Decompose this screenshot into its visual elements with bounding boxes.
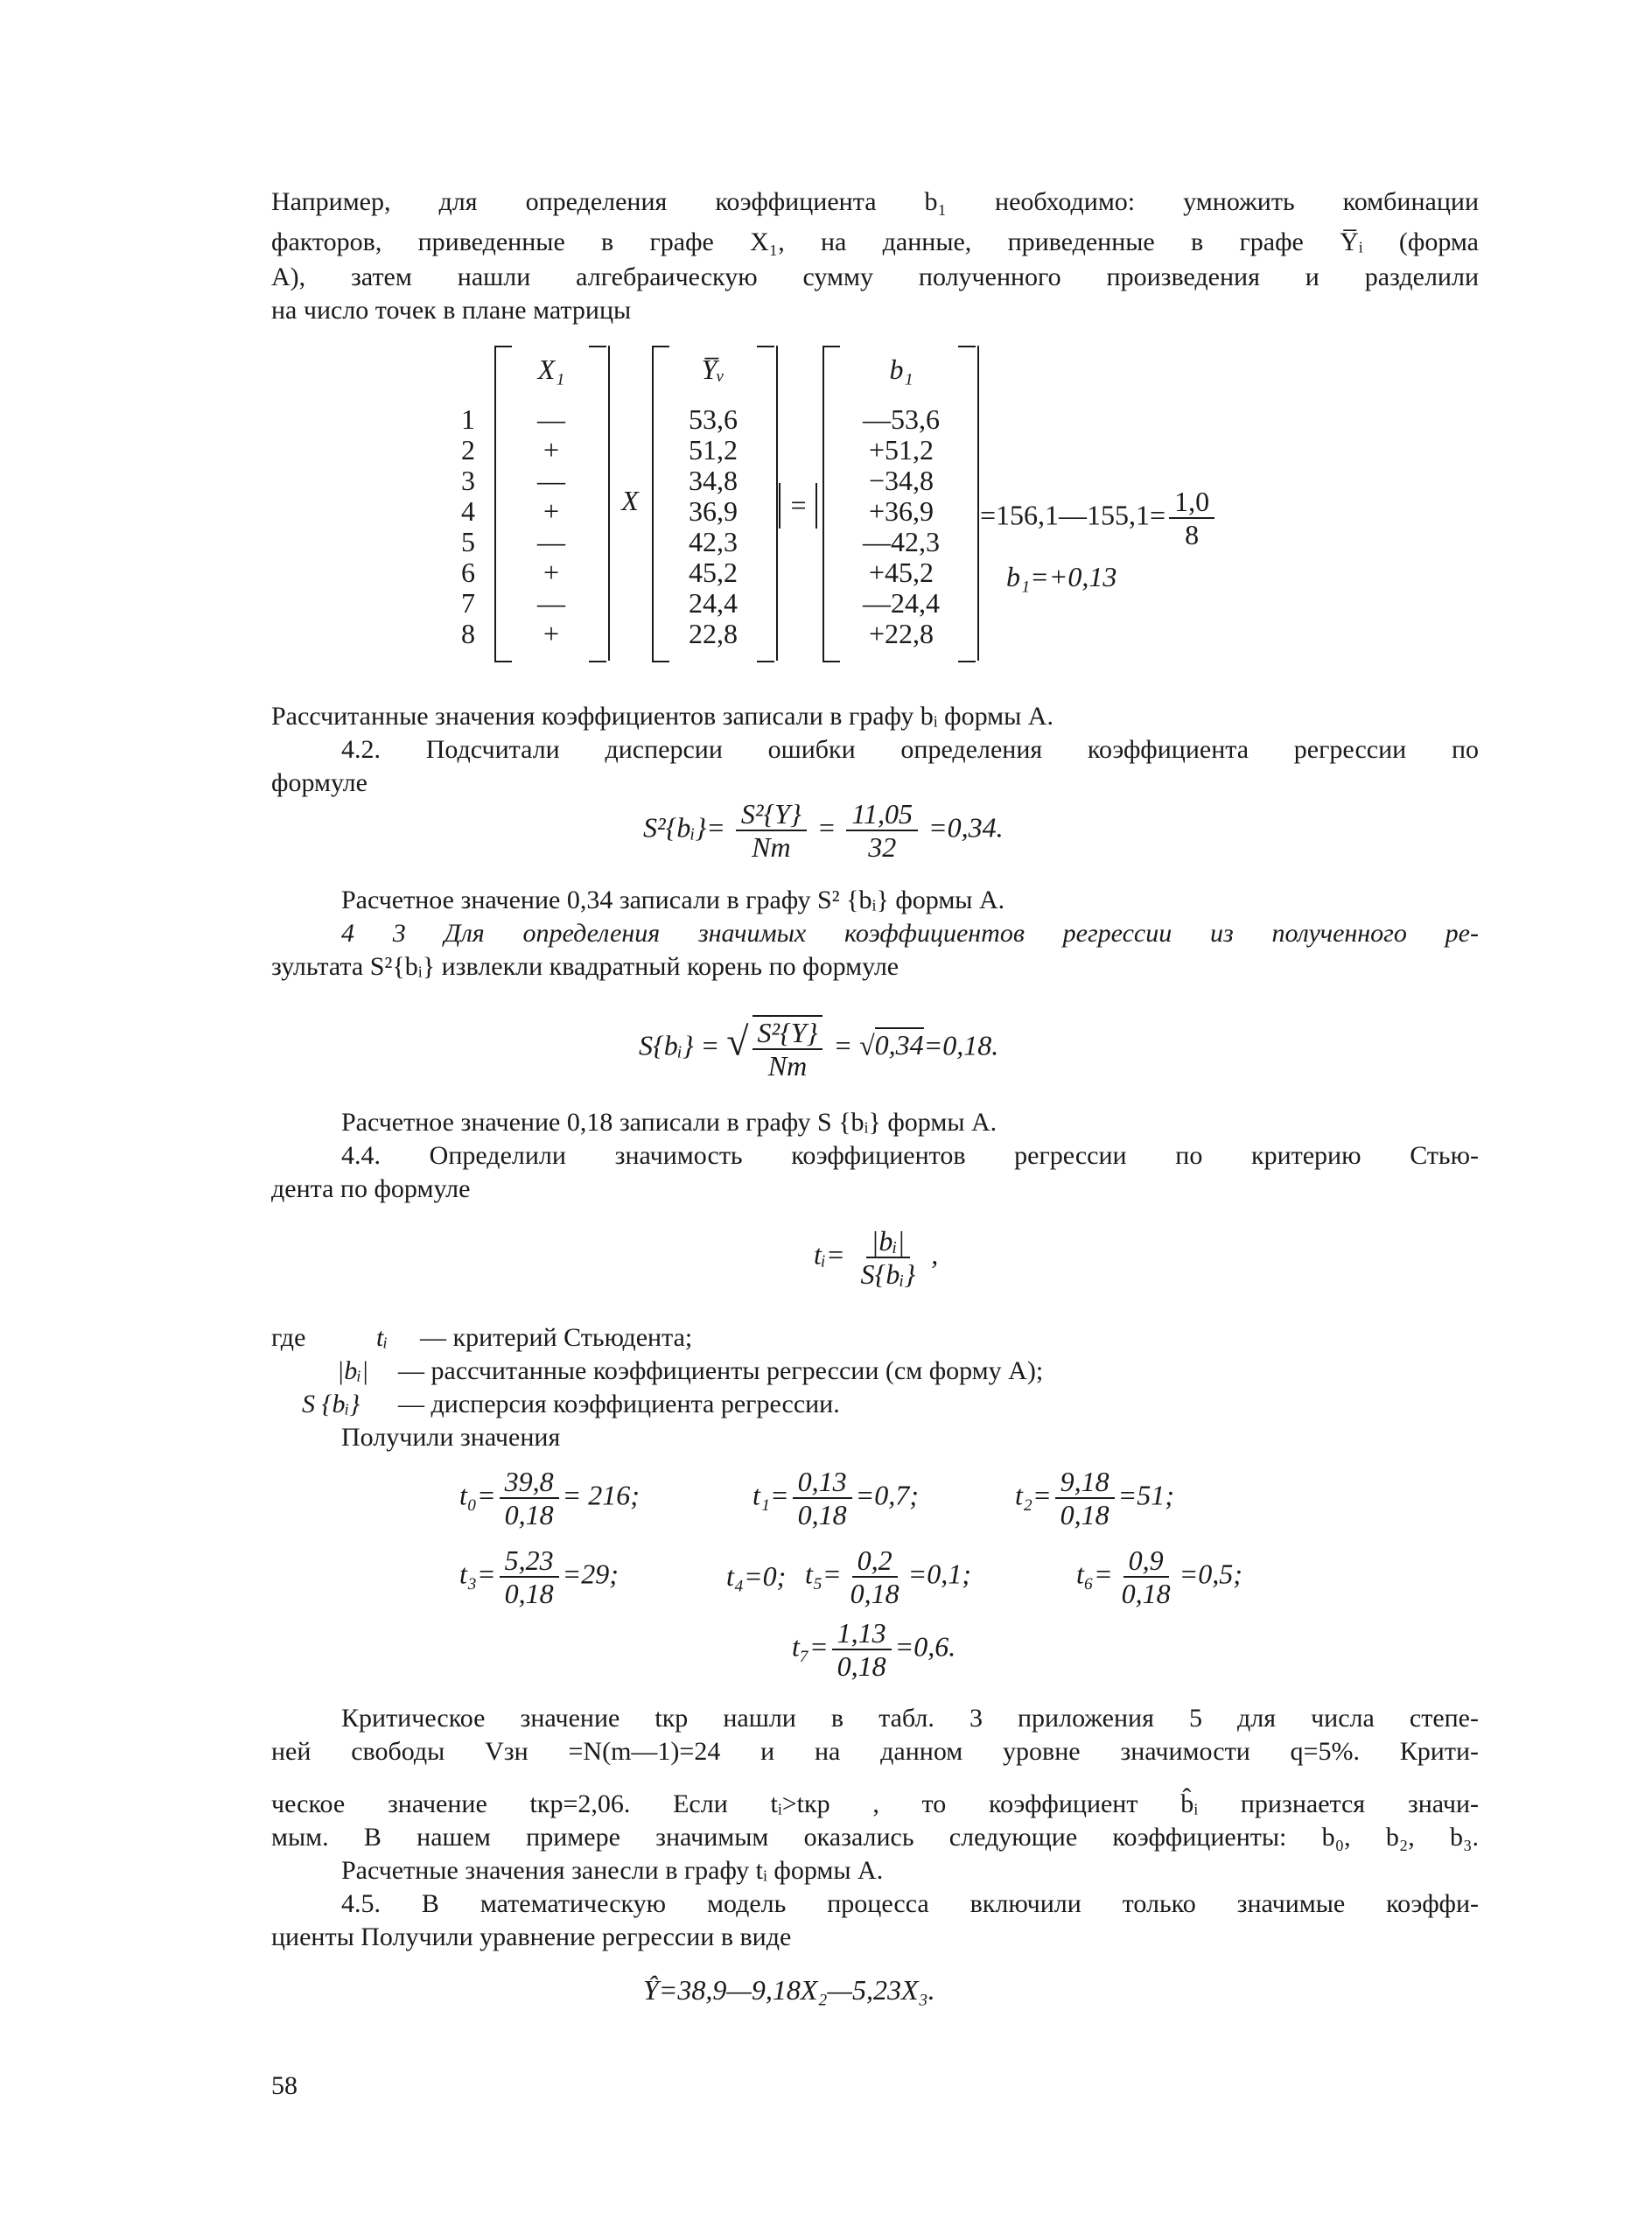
t5-value: t₅= $\frac{0,2}{0,18}$ =0,1; bbox=[805, 1544, 971, 1609]
y-column: 53,6 51,2 34,8 36,9 42,3 45,2 24,4 22,8 bbox=[689, 403, 738, 649]
t3-value: t₃= $\frac{5,23}{0,18}$ =29; bbox=[459, 1544, 619, 1609]
s42-line-2: формуле bbox=[271, 768, 368, 797]
s44b-line-5: Расчетные значения занесли в графу tᵢ формы А. bbox=[341, 1856, 884, 1885]
intro-line-2: факторов, приведенные в графе X₁, на данные, приведенные в графе Y̅ᵢ (форма bbox=[271, 228, 1479, 256]
formula-sqrt: S{bᵢ} = √ $\frac{\text{S²\{Y\}}}{Nm}$ = √0,34=0,18. bbox=[639, 1017, 999, 1082]
s42b-line-1: Расчетное значение 0,34 записали в графу S² {bᵢ} формы А. bbox=[341, 886, 1005, 914]
s42-line-1: 4.2. Подсчитали дисперсии ошибки определения коэффициента регрессии по bbox=[341, 735, 1479, 764]
intro-line-1: Например, для определения коэффициента b₁ необходимо: умножить комбинации bbox=[271, 187, 1479, 216]
s44b-line-1: Критическое значение tкр нашли в табл. 3 приложения 5 для числа степе- bbox=[341, 1704, 1479, 1733]
b1-value: b₁=+0,13 bbox=[1006, 561, 1117, 592]
where-b-desc: — рассчитанные коэффициенты регрессии (см форму А); bbox=[398, 1356, 1044, 1385]
s44b-line-4: мым. В нашем примере значимым оказались следующие коэффициенты: b₀, b₂, b₃. bbox=[271, 1823, 1479, 1852]
t4-value: t₄=0; bbox=[726, 1560, 787, 1592]
matrix-result: =156,1—155,1= $\frac{1,0}{8}$ bbox=[980, 486, 1218, 550]
intro-line-4: на число точек в плане матрицы bbox=[271, 296, 632, 325]
s45-line-1: 4.5. В математическую модель процесса включили только значимые коэффи- bbox=[341, 1889, 1479, 1918]
s44b-line-3: ческое значение tкр=2,06. Если tᵢ>tкр , то коэффициент b̂ᵢ признается значи- bbox=[271, 1789, 1479, 1818]
x1-header: X₁ bbox=[537, 354, 565, 385]
x1-column: — + — + — + — + bbox=[537, 403, 565, 649]
where-t-desc: — критерий Стьюдента; bbox=[420, 1323, 693, 1352]
where-s-symbol: S {bᵢ} bbox=[302, 1390, 360, 1418]
b1-header: b₁ bbox=[889, 354, 914, 385]
s41-line-1: Рассчитанные значения коэффициентов записали в графу bᵢ формы А. bbox=[271, 702, 1054, 731]
where-b-symbol: |bᵢ| bbox=[337, 1356, 369, 1385]
t1-value: t₁= $\frac{0,13}{0,18}$ =0,7; bbox=[752, 1466, 919, 1530]
s43-line-2: зультата S²{bᵢ} извлекли квадратный корень по формуле bbox=[271, 952, 900, 981]
matrix-row-numbers: 1 2 3 4 5 6 7 8 bbox=[461, 403, 475, 649]
intro-line-3: А), затем нашли алгебраическую сумму полученного произведения и разделили bbox=[271, 263, 1479, 291]
s44-line-2: дента по формуле bbox=[271, 1174, 471, 1203]
s45-line-2: циенты Получили уравнение регрессии в виде bbox=[271, 1922, 792, 1951]
times-sign: X bbox=[621, 485, 639, 516]
s44b-line-2: ней свободы Vзн =N(m—1)=24 и на данном уровне значимости q=5%. Крити- bbox=[271, 1737, 1479, 1766]
equals-sign: = bbox=[790, 489, 807, 521]
t2-value: t₂= $\frac{9,18}{0,18}$ =51; bbox=[1015, 1466, 1174, 1530]
y-header: Y̅ᵥ bbox=[701, 354, 725, 385]
b1-column: —53,6 +51,2 −34,8 +36,9 —42,3 +45,2 —24,4 +22,8 bbox=[863, 403, 940, 649]
t6-value: t₆= $\frac{0,9}{0,18}$ =0,5; bbox=[1076, 1544, 1242, 1609]
where-s-desc: — дисперсия коэффициента регрессии. bbox=[398, 1390, 840, 1418]
t7-value: t₇= $\frac{1,13}{0,18}$ =0,6. bbox=[792, 1617, 956, 1682]
where-t-symbol: tᵢ bbox=[376, 1323, 388, 1352]
s44-line-1: 4.4. Определили значимость коэффициентов регрессии по критерию Стью- bbox=[341, 1141, 1479, 1170]
s43b-line-1: Расчетное значение 0,18 записали в графу S {bᵢ} формы А. bbox=[341, 1108, 998, 1137]
formula-student: tᵢ= $\frac{\text{|bᵢ|}}{\text{S\{bᵢ\}}}$ , bbox=[814, 1225, 939, 1290]
where-label: где bbox=[271, 1323, 306, 1352]
s43-line-1: 4 3 Для определения значимых коэффициентов регрессии из полученного ре- bbox=[341, 919, 1479, 948]
t0-value: t₀= $\frac{39,8}{0,18}$ = 216; bbox=[459, 1466, 640, 1530]
obtained-values: Получили значения bbox=[341, 1423, 561, 1452]
page-number: 58 bbox=[271, 2071, 298, 2100]
regression-equation: Ŷ=38,9—9,18X₂—5,23X₃. bbox=[643, 1974, 935, 2006]
formula-dispersion: S²{bᵢ}= $\frac{\text{S²\{Y\}}}{Nm}$ = $\frac{11,05}{32}$ =0,34. bbox=[643, 798, 1004, 863]
